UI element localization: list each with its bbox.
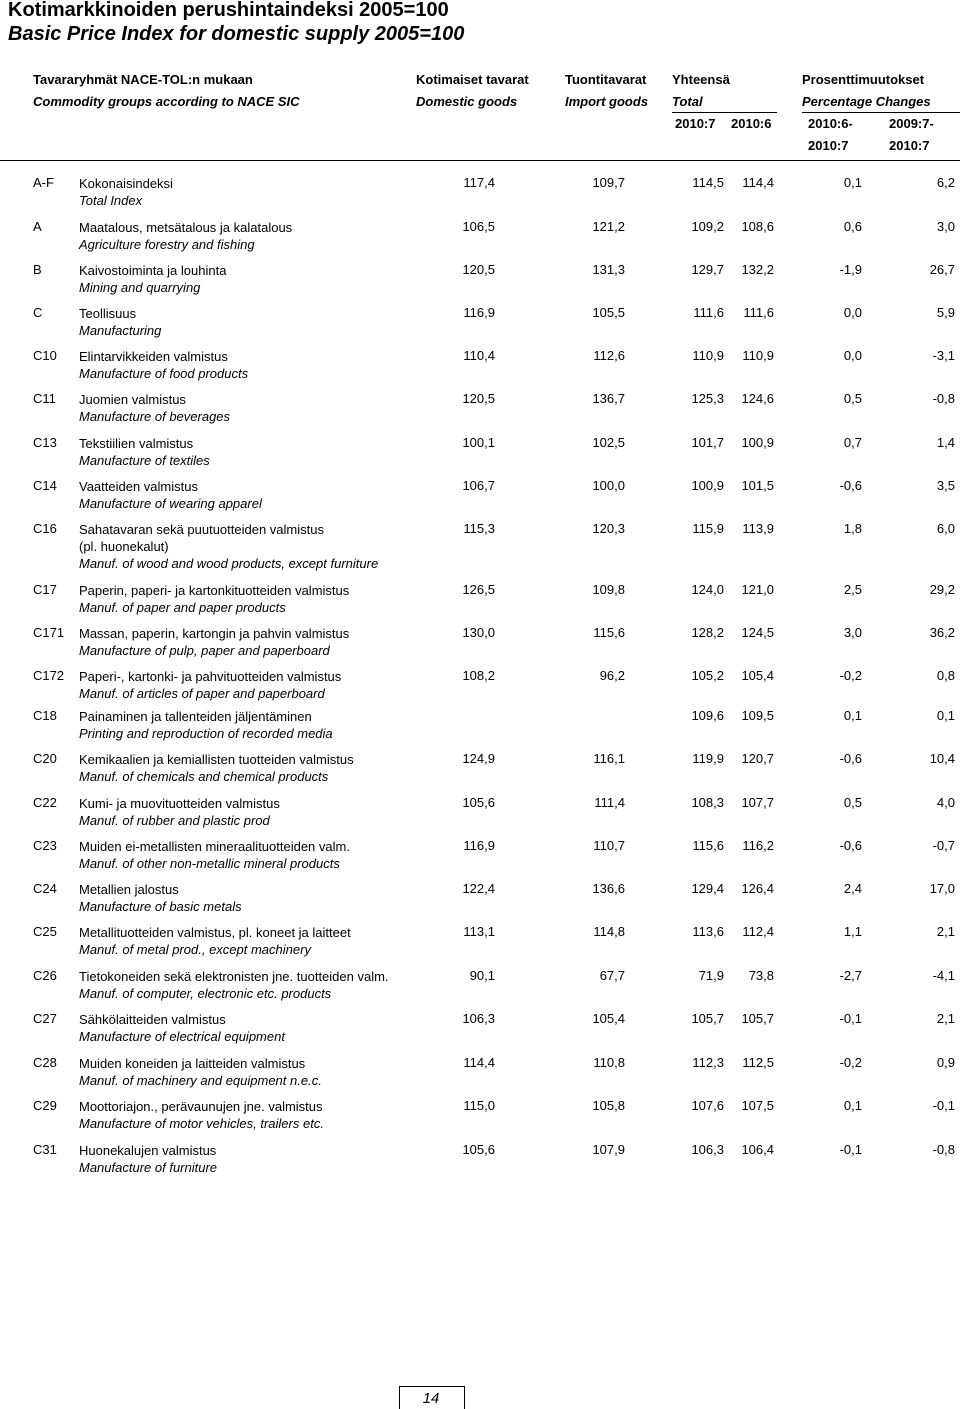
- cell-imp: 120,3: [592, 521, 625, 536]
- row-name-fi: Sahatavaran sekä puutuotteiden valmistus: [79, 522, 324, 537]
- row-name-fi: Massan, paperin, kartongin ja pahvin valmistus: [79, 626, 350, 641]
- row-name: [79, 668, 341, 702]
- cell-p1: -0,1: [839, 1142, 862, 1157]
- cell-t1: 107,6: [691, 1098, 724, 1113]
- row-name-fi: Teollisuus: [79, 306, 137, 321]
- row-name-en: Manuf. of articles of paper and paperboard: [79, 686, 325, 701]
- row-code: A-F: [33, 175, 54, 190]
- row-name-en: Manuf. of paper and paper products: [79, 600, 286, 615]
- cell-t2: 73,8: [748, 968, 774, 983]
- row-name: [79, 795, 280, 829]
- cell-p1: 1,8: [843, 521, 862, 536]
- cell-t1: 113,6: [692, 924, 724, 939]
- cell-t1: 106,3: [691, 1142, 724, 1157]
- row-name-fi: Kaivostoiminta ja louhinta: [79, 263, 227, 278]
- cell-p1: 2,4: [843, 881, 862, 896]
- header-total-en: Total: [672, 94, 703, 109]
- cell-p1: -0,2: [839, 668, 862, 683]
- header-col-pct2-a: 2009:7-: [889, 116, 934, 131]
- row-name-en: Manuf. of machinery and equipment n.e.c.: [79, 1073, 322, 1088]
- row-name-fi: Tekstiilien valmistus: [79, 436, 194, 451]
- row-name-en: Manufacture of motor vehicles, trailers etc.: [79, 1116, 324, 1131]
- cell-t2: 120,7: [741, 751, 774, 766]
- row-code: B: [33, 262, 42, 277]
- cell-dom: 105,6: [462, 795, 495, 810]
- cell-p1: 0,0: [843, 348, 862, 363]
- cell-dom: 120,5: [462, 262, 495, 277]
- cell-imp: 136,6: [592, 881, 625, 896]
- cell-p1: 0,7: [843, 435, 862, 450]
- row-name-fi: Maatalous, metsätalous ja kalatalous: [79, 220, 293, 235]
- row-code: C23: [33, 838, 57, 853]
- cell-t2: 111,6: [743, 305, 774, 320]
- row-name-fi: Metallien jalostus: [79, 882, 179, 897]
- cell-p2: 36,2: [929, 625, 955, 640]
- row-code: A: [33, 219, 42, 234]
- row-name-fi: Kokonaisindeksi: [79, 176, 173, 191]
- cell-imp: 121,2: [592, 219, 625, 234]
- cell-t1: 112,3: [692, 1055, 724, 1070]
- cell-p1: 0,1: [843, 1098, 862, 1113]
- row-code: C29: [33, 1098, 57, 1113]
- cell-imp: 109,8: [592, 582, 625, 597]
- row-name-en: Manuf. of other non-metallic mineral products: [79, 856, 340, 871]
- row-name-fi: Tietokoneiden sekä elektronisten jne. tuotteiden valm.: [79, 969, 389, 984]
- cell-p1: -1,9: [839, 262, 862, 277]
- cell-imp: 67,7: [599, 968, 625, 983]
- cell-imp: 131,3: [592, 262, 625, 277]
- cell-imp: 111,4: [594, 795, 625, 810]
- cell-p2: 6,2: [936, 175, 955, 190]
- page-number: 14: [422, 1390, 440, 1407]
- cell-t2: 116,2: [742, 838, 774, 853]
- cell-t2: 113,9: [742, 521, 774, 536]
- header-group-fi: Tavararyhmät NACE-TOL:n mukaan: [33, 72, 253, 87]
- row-name: [79, 751, 354, 785]
- row-name: [79, 1098, 324, 1132]
- cell-t2: 107,5: [741, 1098, 774, 1113]
- cell-p1: -0,6: [839, 478, 862, 493]
- cell-p1: 3,0: [843, 625, 862, 640]
- cell-dom: 106,5: [462, 219, 495, 234]
- cell-dom: 105,6: [462, 1142, 495, 1157]
- header-col-pct2-b: 2010:7: [889, 138, 930, 153]
- cell-imp: 100,0: [592, 478, 625, 493]
- row-name-fi: Moottoriajon., perävaunujen jne. valmistus: [79, 1099, 323, 1114]
- cell-t1: 119,9: [692, 751, 724, 766]
- cell-t2: 126,4: [741, 881, 774, 896]
- cell-t2: 105,4: [741, 668, 774, 683]
- cell-p2: 5,9: [936, 305, 955, 320]
- header-rule-pct: [802, 112, 960, 113]
- row-name: [79, 521, 378, 572]
- cell-dom: 124,9: [462, 751, 495, 766]
- cell-t1: 108,3: [691, 795, 724, 810]
- cell-dom: 120,5: [462, 391, 495, 406]
- row-name: [79, 881, 242, 915]
- cell-p2: 26,7: [929, 262, 955, 277]
- row-name: [79, 391, 230, 425]
- row-name-fi: Muiden koneiden ja laitteiden valmistus: [79, 1056, 306, 1071]
- cell-t1: 110,9: [692, 348, 724, 363]
- cell-p2: -0,7: [932, 838, 955, 853]
- row-name-en: Printing and reproduction of recorded media: [79, 726, 333, 741]
- cell-imp: 110,7: [593, 838, 625, 853]
- cell-p2: 3,5: [936, 478, 955, 493]
- cell-t1: 115,9: [692, 521, 724, 536]
- cell-t1: 124,0: [691, 582, 724, 597]
- header-pct-fi: Prosenttimuutokset: [802, 72, 925, 87]
- row-code: C13: [33, 435, 57, 450]
- row-code: C22: [33, 795, 57, 810]
- cell-t2: 107,7: [741, 795, 774, 810]
- row-name: [79, 582, 349, 616]
- row-name-en: Manufacture of pulp, paper and paperboard: [79, 643, 330, 658]
- cell-dom: 106,3: [462, 1011, 495, 1026]
- cell-imp: 116,1: [593, 751, 625, 766]
- row-name: [79, 305, 161, 339]
- cell-dom: 130,0: [462, 625, 495, 640]
- cell-imp: 105,4: [592, 1011, 625, 1026]
- cell-t2: 112,4: [742, 924, 774, 939]
- header-domestic-en: Domestic goods: [416, 94, 518, 109]
- header-col-pct1-b: 2010:7: [808, 138, 849, 153]
- row-code: C: [33, 305, 43, 320]
- row-name: [79, 968, 389, 1002]
- cell-t1: 109,2: [691, 219, 724, 234]
- cell-p2: 3,0: [936, 219, 955, 234]
- cell-p2: 2,1: [936, 1011, 955, 1026]
- header-import-fi: Tuontitavarat: [565, 72, 647, 87]
- row-name: [79, 625, 349, 659]
- cell-dom: 100,1: [462, 435, 495, 450]
- row-code: C172: [33, 668, 65, 683]
- row-name: [79, 262, 226, 296]
- cell-p1: 0,5: [843, 391, 862, 406]
- cell-t1: 111,6: [693, 305, 724, 320]
- row-name-fi: Juomien valmistus: [79, 392, 186, 407]
- cell-t1: 71,9: [698, 968, 724, 983]
- row-name-en: Manuf. of rubber and plastic prod: [79, 813, 270, 828]
- cell-p2: 4,0: [936, 795, 955, 810]
- cell-imp: 105,8: [592, 1098, 625, 1113]
- cell-t2: 109,5: [741, 708, 774, 723]
- row-name-fi: Painaminen ja tallenteiden jäljentäminen: [79, 709, 312, 724]
- row-name-fi: Paperin, paperi- ja kartonkituotteiden valmistus: [79, 583, 350, 598]
- row-name: [79, 348, 248, 382]
- page-title-fi: Kotimarkkinoiden perushintaindeksi 2005=100: [8, 0, 449, 21]
- cell-dom: 122,4: [462, 881, 495, 896]
- row-code: C27: [33, 1011, 57, 1026]
- cell-p1: 1,1: [843, 924, 862, 939]
- cell-p2: -0,8: [932, 1142, 955, 1157]
- row-code: C31: [33, 1142, 57, 1157]
- header-col-2010-6: 2010:6: [731, 116, 772, 131]
- row-name-fi-cont: (pl. huonekalut): [79, 539, 169, 554]
- cell-p1: -0,2: [839, 1055, 862, 1070]
- cell-p2: 2,1: [936, 924, 955, 939]
- row-name-fi: Elintarvikkeiden valmistus: [79, 349, 228, 364]
- cell-p2: -3,1: [932, 348, 955, 363]
- cell-dom: 116,9: [463, 305, 495, 320]
- cell-p1: -0,6: [839, 751, 862, 766]
- cell-dom: 110,4: [463, 348, 495, 363]
- cell-t1: 105,7: [691, 1011, 724, 1026]
- row-name-en: Manufacture of textiles: [79, 453, 210, 468]
- row-code: C24: [33, 881, 57, 896]
- cell-t1: 101,7: [691, 435, 724, 450]
- row-name-fi: Kumi- ja muovituotteiden valmistus: [79, 796, 280, 811]
- cell-t1: 109,6: [691, 708, 724, 723]
- row-name: [79, 924, 351, 958]
- cell-p1: 0,1: [843, 175, 862, 190]
- cell-imp: 102,5: [592, 435, 625, 450]
- cell-p2: 0,9: [936, 1055, 955, 1070]
- row-name-en: Manufacture of furniture: [79, 1160, 218, 1175]
- row-name-en: Manufacture of beverages: [79, 409, 231, 424]
- cell-imp: 114,8: [593, 924, 625, 939]
- cell-dom: 116,9: [463, 838, 495, 853]
- row-name-fi: Sähkölaitteiden valmistus: [79, 1012, 226, 1027]
- row-code: C16: [33, 521, 57, 536]
- cell-p2: -0,1: [932, 1098, 955, 1113]
- row-name-en: Mining and quarrying: [79, 280, 201, 295]
- row-code: C20: [33, 751, 57, 766]
- cell-dom: 126,5: [462, 582, 495, 597]
- cell-dom: 113,1: [463, 924, 495, 939]
- cell-imp: 105,5: [592, 305, 625, 320]
- row-code: C10: [33, 348, 57, 363]
- cell-p1: -0,1: [839, 1011, 862, 1026]
- row-name: [79, 478, 262, 512]
- row-name-fi: Metallituotteiden valmistus, pl. koneet ja laitteet: [79, 925, 351, 940]
- header-total-fi: Yhteensä: [672, 72, 730, 87]
- cell-imp: 112,6: [593, 348, 625, 363]
- cell-dom: 117,4: [463, 175, 495, 190]
- header-bottom-rule: [0, 160, 960, 161]
- row-code: C18: [33, 708, 57, 723]
- cell-t2: 121,0: [741, 582, 774, 597]
- row-name-en: Manufacture of electrical equipment: [79, 1029, 285, 1044]
- cell-p1: 0,6: [843, 219, 862, 234]
- row-name: [79, 1055, 322, 1089]
- row-name-en: Manufacture of basic metals: [79, 899, 242, 914]
- row-name-fi: Kemikaalien ja kemiallisten tuotteiden valmistus: [79, 752, 354, 767]
- cell-t1: 115,6: [692, 838, 724, 853]
- cell-dom: 115,3: [463, 521, 495, 536]
- row-code: C26: [33, 968, 57, 983]
- row-name-fi: Muiden ei-metallisten mineraalituotteiden valm.: [79, 839, 350, 854]
- cell-t1: 105,2: [691, 668, 724, 683]
- cell-dom: 108,2: [462, 668, 495, 683]
- cell-dom: 106,7: [462, 478, 495, 493]
- row-name: [79, 435, 210, 469]
- row-name-fi: Paperi-, kartonki- ja pahvituotteiden valmistus: [79, 669, 342, 684]
- cell-imp: 107,9: [592, 1142, 625, 1157]
- cell-t2: 106,4: [741, 1142, 774, 1157]
- cell-p2: 10,4: [929, 751, 955, 766]
- cell-p2: 0,8: [936, 668, 955, 683]
- row-name-fi: Vaatteiden valmistus: [79, 479, 198, 494]
- cell-imp: 96,2: [599, 668, 625, 683]
- cell-p2: 17,0: [929, 881, 955, 896]
- header-pct-en: Percentage Changes: [802, 94, 931, 109]
- cell-t1: 114,5: [692, 175, 724, 190]
- row-name-en: Manuf. of wood and wood products, except furniture: [79, 556, 379, 571]
- cell-p1: 0,5: [843, 795, 862, 810]
- row-name-en: Manufacture of food products: [79, 366, 249, 381]
- cell-t2: 100,9: [741, 435, 774, 450]
- cell-t2: 112,5: [742, 1055, 774, 1070]
- row-name: [79, 708, 333, 742]
- cell-t1: 129,7: [691, 262, 724, 277]
- row-code: C17: [33, 582, 57, 597]
- cell-p1: 2,5: [843, 582, 862, 597]
- header-col-pct1-a: 2010:6-: [808, 116, 853, 131]
- cell-p1: -0,6: [839, 838, 862, 853]
- row-name: [79, 219, 292, 253]
- row-name-en: Manufacturing: [79, 323, 162, 338]
- cell-t2: 108,6: [741, 219, 774, 234]
- cell-t1: 129,4: [691, 881, 724, 896]
- cell-t1: 100,9: [691, 478, 724, 493]
- cell-t2: 124,6: [741, 391, 774, 406]
- cell-p2: -0,8: [932, 391, 955, 406]
- cell-t2: 105,7: [741, 1011, 774, 1026]
- cell-p2: -4,1: [932, 968, 955, 983]
- header-col-2010-7: 2010:7: [675, 116, 716, 131]
- row-name: [79, 175, 173, 209]
- cell-dom: 114,4: [463, 1055, 495, 1070]
- row-name-en: Manuf. of metal prod., except machinery: [79, 942, 311, 957]
- row-name-en: Manuf. of computer, electronic etc. products: [79, 986, 332, 1001]
- page-title-en: Basic Price Index for domestic supply 2005=100: [8, 23, 465, 45]
- cell-t2: 101,5: [741, 478, 774, 493]
- cell-imp: 109,7: [592, 175, 625, 190]
- row-name: [79, 1142, 217, 1176]
- row-name-en: Agriculture forestry and fishing: [79, 237, 255, 252]
- cell-imp: 110,8: [593, 1055, 625, 1070]
- header-rule-total: [672, 112, 777, 113]
- row-code: C171: [33, 625, 65, 640]
- cell-imp: 115,6: [593, 625, 625, 640]
- cell-dom: 115,0: [463, 1098, 495, 1113]
- cell-t2: 132,2: [741, 262, 774, 277]
- row-name: [79, 1011, 285, 1045]
- row-code: C11: [33, 391, 56, 406]
- cell-p1: 0,1: [843, 708, 862, 723]
- cell-p2: 29,2: [929, 582, 955, 597]
- cell-p2: 0,1: [936, 708, 955, 723]
- row-name-fi: Huonekalujen valmistus: [79, 1143, 217, 1158]
- row-code: C14: [33, 478, 57, 493]
- row-code: C25: [33, 924, 57, 939]
- row-name-en: Total Index: [79, 193, 143, 208]
- cell-t2: 114,4: [742, 175, 774, 190]
- cell-p1: 0,0: [843, 305, 862, 320]
- cell-t2: 124,5: [741, 625, 774, 640]
- row-name-en: Manuf. of chemicals and chemical products: [79, 769, 329, 784]
- cell-p2: 6,0: [936, 521, 955, 536]
- header-domestic-fi: Kotimaiset tavarat: [416, 72, 529, 87]
- cell-dom: 90,1: [469, 968, 495, 983]
- cell-t1: 128,2: [691, 625, 724, 640]
- cell-p2: 1,4: [936, 435, 955, 450]
- row-code: C28: [33, 1055, 57, 1070]
- cell-t2: 110,9: [742, 348, 774, 363]
- header-import-en: Import goods: [565, 94, 649, 109]
- row-name-en: Manufacture of wearing apparel: [79, 496, 262, 511]
- row-name: [79, 838, 350, 872]
- cell-imp: 136,7: [592, 391, 625, 406]
- header-group-en: Commodity groups according to NACE SIC: [33, 94, 300, 109]
- cell-p1: -2,7: [839, 968, 862, 983]
- cell-t1: 125,3: [691, 391, 724, 406]
